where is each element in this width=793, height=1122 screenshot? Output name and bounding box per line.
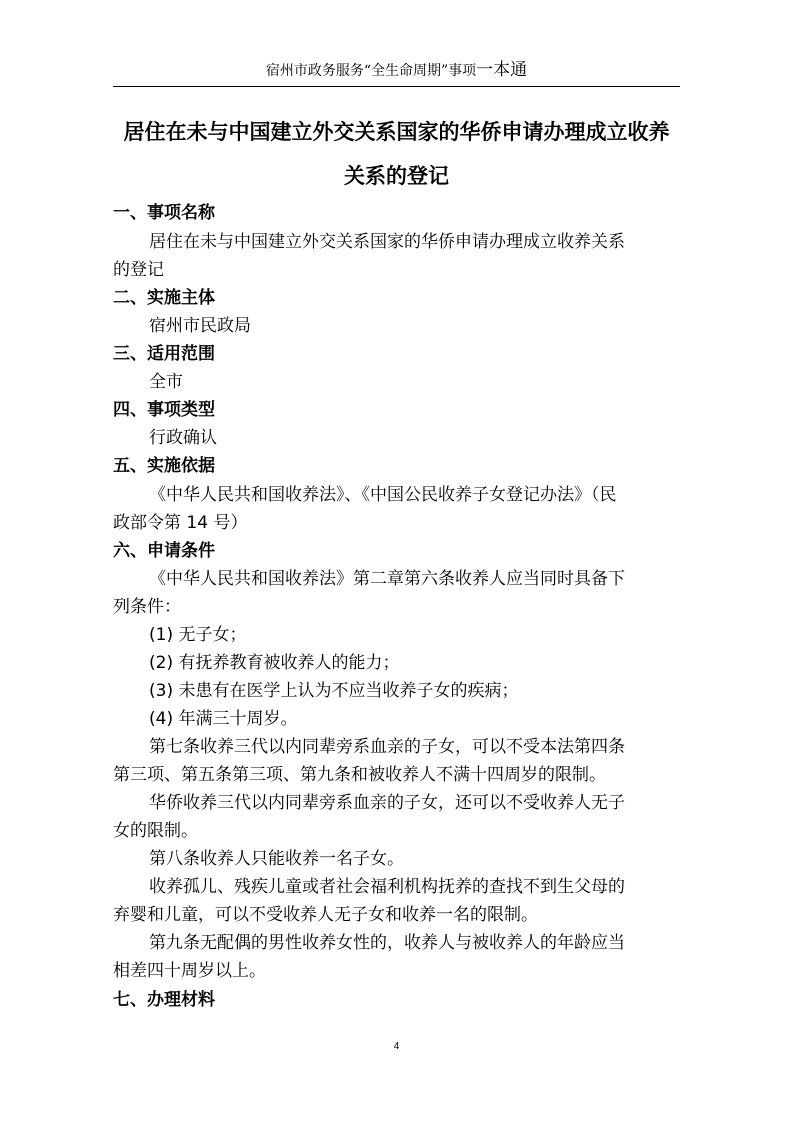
header-prefix: 宿州市政务服务“全生命周期”事项 — [265, 63, 477, 79]
overseas-chinese-line-1: 华侨收养三代以内同辈旁系血亲的子女，还可以不受收养人无子 — [149, 793, 625, 813]
item-name-text-line-2: 的登记 — [113, 260, 164, 280]
article-7-line-1: 第七条收养三代以内同辈旁系血亲的子女，可以不受本法第四条 — [149, 737, 625, 757]
item-type-text: 行政确认 — [149, 428, 217, 448]
section-heading-item-name: 一、事项名称 — [113, 203, 215, 223]
orphan-adoption-line-2: 弃婴和儿童，可以不受收养人无子女和收养一名的限制。 — [113, 905, 538, 925]
header-divider — [113, 86, 680, 87]
page-number: 4 — [393, 1041, 400, 1052]
document-title-line-2: 关系的登记 — [344, 164, 449, 188]
legal-basis-text-line-1: 《中华人民共和国收养法》、《中国公民收养子女登记办法》（民 — [149, 485, 617, 505]
article-9-line-1: 第九条无配偶的男性收养女性的，收养人与被收养人的年龄应当 — [149, 933, 625, 953]
section-heading-item-type: 四、事项类型 — [113, 400, 215, 420]
condition-item-4: (4) 年满三十周岁。 — [149, 709, 298, 729]
orphan-adoption-line-1: 收养孤儿、残疾儿童或者社会福利机构抚养的查找不到生父母的 — [149, 877, 625, 897]
conditions-intro-line-1: 《中华人民共和国收养法》第二章第六条收养人应当同时具备下 — [149, 569, 625, 589]
implementing-body-text: 宿州市民政局 — [149, 316, 251, 336]
section-heading-scope: 三、适用范围 — [113, 344, 215, 364]
conditions-intro-line-2: 列条件： — [113, 597, 181, 617]
condition-item-3: (3) 未患有在医学上认为不应当收养子女的疾病； — [149, 681, 519, 701]
article-8-line: 第八条收养人只能收养一名子女。 — [149, 849, 404, 869]
article-7-line-2: 第三项、第五条第三项、第九条和被收养人不满十四周岁的限制。 — [113, 765, 606, 785]
condition-item-2: (2) 有抚养教育被收养人的能力； — [149, 653, 400, 673]
section-heading-legal-basis: 五、实施依据 — [113, 456, 215, 476]
section-heading-implementing-body: 二、实施主体 — [113, 288, 215, 308]
header-suffix: 一本通 — [476, 60, 528, 80]
item-name-text-line-1: 居住在未与中国建立外交关系国家的华侨申请办理成立收养关系 — [149, 232, 625, 252]
document-title-line-1: 居住在未与中国建立外交关系国家的华侨申请办理成立收养 — [123, 120, 670, 144]
condition-item-1: (1) 无子女； — [149, 625, 247, 645]
article-9-line-2: 相差四十周岁以上。 — [113, 961, 266, 981]
overseas-chinese-line-2: 女的限制。 — [113, 821, 198, 841]
section-heading-materials: 七、办理材料 — [113, 990, 215, 1010]
scope-text: 全市 — [149, 372, 183, 392]
legal-basis-text-line-2: 政部令第 14 号） — [113, 513, 248, 533]
page-header — [0, 60, 793, 81]
section-heading-conditions: 六、申请条件 — [113, 541, 215, 561]
